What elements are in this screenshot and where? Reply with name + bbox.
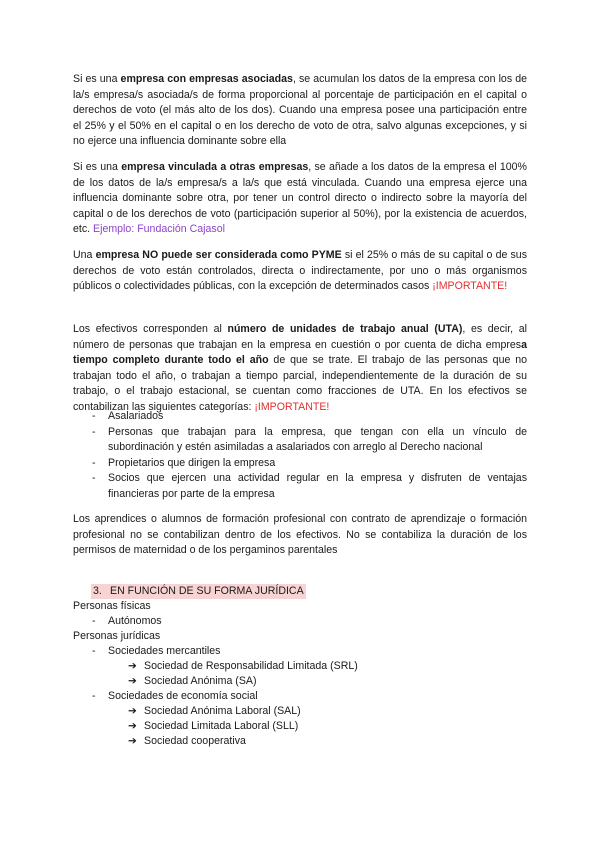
personas-fisicas-label: Personas físicas (73, 600, 151, 612)
bold-term: número de unidades de trabajo anual (UTA) (227, 323, 463, 335)
text: , se acumulan los datos de la empresa con los de la/s empresa/s asociada/s de forma proporcional al porcentaje de participación en el capital o derechos de voto (el más alto de los dos). Cuando una empresa posee una participación entre el 25% y el 50% en el capital o en los derecho de voto de otra, salvo algunas excepciones, y si no ejerce una influencia dominante sobre ella (73, 73, 527, 147)
list-item (92, 456, 527, 472)
paragraph-empresas-vinculadas (73, 160, 527, 238)
text: Si es una (73, 73, 121, 85)
important-note: ¡IMPORTANTE! (254, 400, 330, 413)
arrow-bullet-icon: ➔ (128, 735, 137, 747)
section-title: EN FUNCIÓN DE SU FORMA JURÍDICA (110, 585, 304, 597)
arrow-bullet-icon: ➔ (128, 675, 137, 687)
list-item-text: Socios que ejercen una actividad regular en la empresa y disfruten de ventajas financieras por parte de la empresa (108, 472, 527, 500)
list-item-text: Sociedad cooperativa (144, 735, 246, 747)
list-item-text: Sociedades mercantiles (108, 645, 221, 657)
dash-bullet: - (92, 410, 96, 422)
text: Si es una (73, 161, 122, 173)
paragraph-aprendices: Los aprendices o alumnos de formación profesional con contrato de aprendizaje o formación profesional no se contabilizan dentro de los efectivos. No se contabiliza la duración de los permisos de maternidad o de los pergaminos parentales (73, 513, 527, 556)
list-item (128, 719, 298, 735)
list-item (92, 471, 527, 502)
list-item-text: Sociedad Anónima Laboral (SAL) (144, 705, 301, 717)
section-number: 3. (93, 585, 102, 597)
list-item-text: Sociedad Anónima (SA) (144, 675, 257, 687)
bold-term: empresa NO puede ser considerada como PYME (95, 249, 342, 261)
list-item-text: Sociedades de economía social (108, 690, 258, 702)
dash-bullet: - (92, 425, 96, 438)
text: Una (73, 249, 96, 261)
list-item-text: Sociedad Limitada Laboral (SLL) (144, 720, 299, 732)
text: Los efectivos corresponden al (73, 323, 228, 335)
text: si el 25% o más de su capital o de sus derechos de voto están controlados, directa o indirectamente, por uno o más organismos públicos o colectividades públicas, con la excepción de determinados casos (73, 249, 527, 292)
personas-juridicas-label: Personas jurídicas (73, 630, 161, 642)
bold-term: a tiempo completo durante todo el año (73, 338, 527, 366)
list-item-text: Autónomos (108, 615, 162, 627)
paragraph-no-pyme (73, 248, 527, 295)
list-item (92, 614, 162, 630)
paragraph-empresas-asociadas (73, 72, 527, 150)
text: , es decir, al número de personas que trabajan en la empresa en cuestión o por cuenta de dicha empres (73, 323, 527, 351)
arrow-bullet-icon: ➔ (128, 660, 137, 672)
list-item (128, 704, 301, 720)
dash-bullet: - (92, 456, 96, 469)
section-heading (91, 584, 306, 599)
bold-term: empresa con empresas asociadas (120, 73, 293, 85)
list-item (92, 425, 527, 456)
list-item-text: Personas que trabajan para la empresa, que tengan con ella un vínculo de subordinación y estén asimiladas a asalariados con arreglo al Derecho nacional (108, 425, 527, 453)
list-item (128, 674, 256, 690)
text: de que se trate. El trabajo de las personas que no trabajan todo el año, o trabajan a tiempo parcial, independientemente de la duración de su trabajo, o el trabajo estacional, se cuentan como fracciones de UTA. En los efectivos se contabilizan las siguientes categorías: (73, 354, 527, 413)
example-link[interactable]: Ejemplo: Fundación Cajasol (93, 223, 225, 235)
bold-term: empresa vinculada a otras empresas (121, 161, 309, 173)
list-item-text: Sociedad de Responsabilidad Limitada (SRL) (144, 660, 358, 672)
categories-list (92, 409, 527, 502)
list-item (92, 409, 527, 425)
list-item (128, 734, 246, 750)
important-note: ¡IMPORTANTE! (432, 280, 508, 292)
list-item (92, 689, 258, 705)
dash-bullet: - (92, 690, 96, 702)
arrow-bullet-icon: ➔ (128, 705, 137, 717)
dash-bullet: - (92, 472, 96, 484)
text: , se añade a los datos de la empresa el 100% de los datos de la/s empresa/s a la/s que está vinculada. Cuando una empresa ejerce una influencia dominante sobre otra, por tener un control directo o indirecto sobre la mayoría del capital o de los derechos de voto (participación superior al 50%), por la existencia de acuerdos, etc. (73, 161, 527, 235)
list-item-text: Propietarios que dirigen la empresa (108, 456, 276, 469)
list-item-text: Asalariados (108, 410, 164, 422)
list-item (92, 644, 220, 660)
dash-bullet: - (92, 645, 96, 657)
dash-bullet: - (92, 615, 96, 627)
list-item (128, 659, 358, 675)
arrow-bullet-icon: ➔ (128, 720, 137, 732)
paragraph-efectivos (73, 322, 527, 415)
